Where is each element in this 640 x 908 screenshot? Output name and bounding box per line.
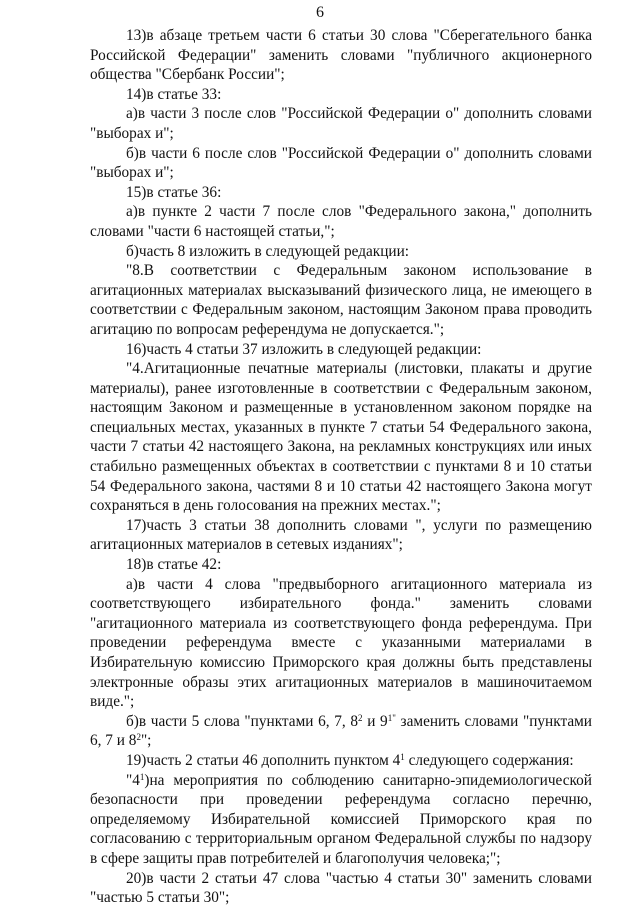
item-18a: а)в части 4 слова "предвыборного агитационного материала из соответствующего избирательного фонда." заменить словами "агитационного материала из соответствующего фонда референдума. При проведении референдума вместе с указанными материалами в Избирательную комиссию Приморского края должны быть представлены электронные образы этих агитационных материалов в машиночитаемом виде."; — [90, 575, 592, 711]
item-18: 18)в статье 42: — [126, 556, 222, 574]
item-18b — [90, 712, 592, 751]
item-17: 17)часть 3 статьи 38 дополнить словами ", услуги по размещению агитационных материалов в сетевых изданиях"; — [90, 516, 592, 554]
item-20: 20)в части 2 статьи 47 слова "частью 4 статьи 30" заменить словами "частью 5 статьи 30"; — [90, 869, 592, 907]
page-number: 6 — [316, 4, 324, 21]
superscript: 1 — [400, 751, 405, 762]
item-15: 15)в статье 36: — [126, 183, 222, 201]
item-19-text — [90, 771, 592, 869]
item-19 — [90, 751, 592, 771]
item-14b: б)в части 6 после слов "Российской Федерации о" дополнить словами "выборах и"; — [90, 144, 592, 182]
item-18b-post: заменить словами "пунктами 6, 7 и 8 — [90, 712, 592, 750]
item-19-pre: 19)часть 2 статьи 46 дополнить пунктом 4 — [126, 751, 401, 769]
superscript: 1 — [139, 771, 145, 782]
item-18b-end: "; — [140, 732, 152, 750]
item-15b: б)часть 8 изложить в следующей редакции: — [126, 242, 410, 260]
item-19-post: следующего содержания: — [404, 751, 574, 769]
superscript: 2 — [358, 712, 363, 723]
superscript: 2 — [136, 732, 141, 743]
item-19-q-pre: "4 — [126, 771, 140, 789]
item-18b-mid: и 9 — [362, 712, 388, 730]
item-13: 13)в абзаце третьем части 6 статьи 30 слова "Сберегательного банка Российской Федерации" заменить словами "публичного акционерного общества "Сбербанк России"; — [90, 27, 592, 84]
item-15b-text: "8.В соответствии с Федеральным законом использование в агитационных материалах высказываний физического лица, не имеющего в соответствии с Федеральным законом, настоящим Законом права проводить агитацию по вопросам референдума не допускается."; — [90, 262, 592, 338]
item-16-text: "4.Агитационные печатные материалы (листовки, плакаты и другие материалы), ранее изготовленные в соответствии с Федеральным законом, настоящим Законом и размещенные в установленном законом порядке на специальных местах, указанных в пункте 7 статьи 54 Федерального закона, части 7 статьи 42 настоящего Закона, на рекламных конструкциях или иных стабильно размещенных объектах в соответствии с пунктами 8 и 10 статьи 54 Федерального закона, частями 8 и 10 статьи 42 настоящего Закона могут сохраняться в день голосования на прежних местах."; — [90, 360, 592, 515]
item-16: 16)часть 4 статьи 37 изложить в следующей редакции: — [126, 340, 482, 358]
item-14: 14)в статье 33: — [126, 85, 222, 103]
item-15a: а)в пункте 2 части 7 после слов "Федерального закона," дополнить словами "части 6 настоящей статьи,"; — [90, 203, 592, 240]
item-19-q-text: )на мероприятия по соблюдению санитарно-эпидемиологической безопасности при проведении референдума согласно перечню, определяемому Избирательной комиссией Приморского края по согласованию с территориальным органом Федеральной службы по надзору в сфере защиты прав потребителей и благополучия человека;"; — [90, 771, 592, 867]
item-18b-pre: б)в части 5 слова "пунктами 6, 7, 8 — [126, 712, 359, 730]
document-body — [90, 26, 592, 908]
item-14a: а)в части 3 после слов "Российской Федерации о" дополнить словами "выборах и"; — [90, 105, 592, 142]
superscript: 1" — [387, 712, 396, 723]
